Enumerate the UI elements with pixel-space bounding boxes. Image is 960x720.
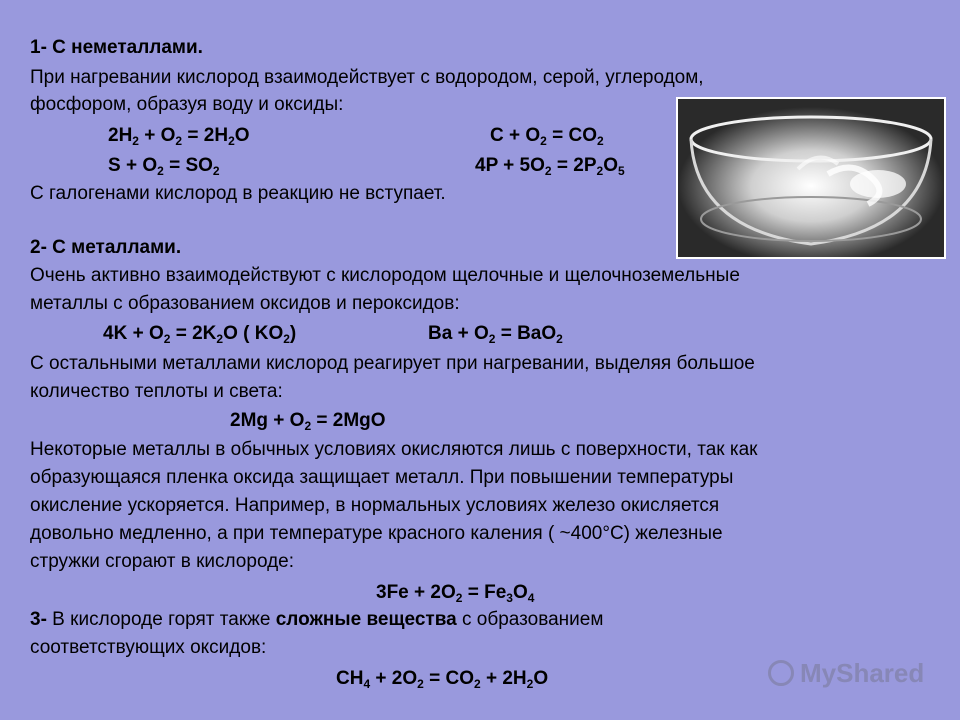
equation-hydrogen: $2H_2 + O_2 = 2H_2O$ <box>108 125 250 148</box>
myshared-logo-icon <box>768 660 794 686</box>
section1-intro-line1: При нагревании кислород взаимодействует с водородом, серой, углеродом, <box>30 67 704 88</box>
burning-sulfur-in-beaker-image <box>676 97 946 259</box>
equation-carbon: $C + O_2 = CO_2$ <box>490 125 604 148</box>
section2-line1: Очень активно взаимодействуют с кислородом щелочные и щелочноземельные <box>30 265 740 286</box>
section2-line4: количество теплоты и света: <box>30 381 283 402</box>
equation-phosphorus: $4P + 5O_2 = 2P_2O_5$ <box>475 155 625 178</box>
watermark: MyShared <box>768 658 924 689</box>
section1-intro-line2: фосфором, образуя воду и оксиды: <box>30 94 344 115</box>
equation-sulfur: $S + O_2 = SO_2$ <box>108 155 220 178</box>
section2-heading: 2- С металлами. <box>30 237 182 258</box>
section3-number: 3- <box>30 609 47 630</box>
section3-line2: соответствующих оксидов: <box>30 637 267 658</box>
section2-line9: стружки сгорают в кислороде: <box>30 551 295 572</box>
equation-iron: $3Fe + 2O_2 = Fe_3O_4$ <box>376 582 535 605</box>
equation-methane: $CH_4 + 2O_2 = CO_2 + 2H_2O$ <box>336 668 549 691</box>
equation-barium: $Ba + O_2 = BaO_2$ <box>428 323 563 346</box>
section2-line2: металлы с образованием оксидов и пероксидов: <box>30 293 460 314</box>
section1-heading: 1- С неметаллами. <box>30 37 203 58</box>
halogen-note: С галогенами кислород в реакцию не вступает. <box>30 183 446 204</box>
section2-line6: образующаяся пленка оксида защищает металл. При повышении температуры <box>30 467 734 488</box>
equation-potassium: $4K + O_2 = 2K_2O$ ( $KO_2$) <box>103 323 297 346</box>
section3-line1: 3- В кислороде горят также сложные вещества с образованием <box>30 609 604 630</box>
equation-magnesium: $2Mg + O_2 = 2MgO$ <box>230 410 386 433</box>
section2-line3: С остальными металлами кислород реагирует при нагревании, выделяя большое <box>30 353 755 374</box>
complex-substances-emphasis: сложные вещества <box>275 609 457 630</box>
section2-line5: Некоторые металлы в обычных условиях окисляются лишь с поверхности, так как <box>30 439 758 460</box>
section2-line8: довольно медленно, а при температуре красного каления ( ~400°С) железные <box>30 523 723 544</box>
section2-line7: окисление ускоряется. Например, в нормальных условиях железо окисляется <box>30 495 720 516</box>
